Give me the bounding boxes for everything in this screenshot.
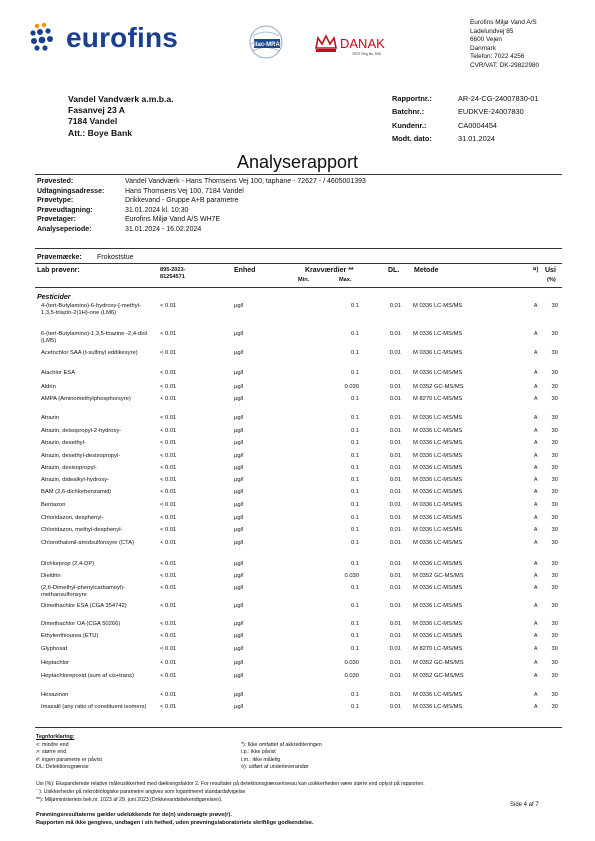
eurofins-logo <box>28 18 178 60</box>
cell-result: < 0.01 <box>160 440 177 446</box>
cell-max: 0.030 <box>344 673 359 679</box>
cell-dl: 0.01 <box>389 453 401 459</box>
legend-left: <: mindre end >: større end #: ingen parametre er påvist DL: Detektionsgrænse <box>36 741 102 771</box>
cell-max: 0.1 <box>350 396 359 402</box>
divider <box>35 248 562 249</box>
cell-result: < 0.01 <box>160 692 177 698</box>
cell-flag: A <box>534 396 538 402</box>
customer-line: Vandel Vandværk a.m.b.a. <box>68 94 174 104</box>
cell-result: < 0.01 <box>160 370 177 376</box>
cell-name: Atrazin, desethyl-desisopropyl- <box>41 453 121 459</box>
sample-info: Prøvested: Vandel Vandværk - Hans Thomsens Vej 100, taphane - 72627 - / 4605001393 Udtagningsadresse: Hans Thomsens Vej 100, 7184 Vandel Prøvetype: Drikkevand - Gruppe A+B parametre Prøveudtagning: 31.01.2024 kl. 10:30 Prøvetager: Eurofins Miljø Vand A/S WH7E Analyseperiode: 31.01.2024 - 16.02.2024 <box>37 178 366 233</box>
cell-unc: 30 <box>551 453 558 459</box>
cell-unc: 30 <box>551 633 558 639</box>
cell-max: 0.1 <box>350 428 359 434</box>
cell-method: M 0336 LC-MS/MS <box>413 585 463 591</box>
cell-result: < 0.01 <box>160 646 177 652</box>
cell-name: Hexazinon <box>41 692 69 698</box>
cell-max: 0.1 <box>350 621 359 627</box>
cell-method: M 0336 LC-MS/MS <box>413 540 463 546</box>
cell-name: (2,6-Dimethyl-phenylcarbamoyl)-methansulfonsyre <box>41 585 126 599</box>
col-method: Metode <box>414 267 439 274</box>
cell-method: M 0336 LC-MS/MS <box>413 477 463 483</box>
cell-max: 0.1 <box>350 331 359 337</box>
cell-method: M 0336 LC-MS/MS <box>413 415 463 421</box>
cell-unit: µg/l <box>234 331 244 337</box>
cell-dl: 0.01 <box>389 585 401 591</box>
cell-max: 0.1 <box>350 489 359 495</box>
cell-method: M 0336 LC-MS/MS <box>413 440 463 446</box>
cell-dl: 0.01 <box>389 440 401 446</box>
cell-dl: 0.01 <box>389 465 401 471</box>
cell-name: BAM (2,6-dichlorbenzamid) <box>41 489 112 495</box>
divider <box>35 263 562 264</box>
report-title: Analyserapport <box>236 152 359 172</box>
footer-line: Prøvningsresultaterne gælder udelukkende for de(n) undersøgte prøve(r). <box>36 812 232 818</box>
cell-name: Dimethachlor OA (CGA 50266) <box>41 621 121 627</box>
customer-line: Att.: Boye Bank <box>68 127 132 138</box>
notes <box>36 781 506 804</box>
meta-row: Kundenr.: CA0004454 <box>392 120 498 130</box>
cell-unit: µg/l <box>234 370 244 376</box>
cell-result: < 0.01 <box>160 621 177 627</box>
cell-unc: 30 <box>551 370 558 376</box>
cell-dl: 0.01 <box>389 660 401 666</box>
cell-unit: µg/l <box>234 453 244 459</box>
accreditation-logos <box>248 24 398 64</box>
report-meta <box>392 92 539 145</box>
cell-unc: 30 <box>551 621 558 627</box>
cell-result: < 0.01 <box>160 415 177 421</box>
cell-unit: µg/l <box>234 704 244 710</box>
svg-text:ilac-MRA: ilac-MRA <box>254 42 280 48</box>
cell-flag: A <box>534 540 538 546</box>
cell-max: 0.1 <box>350 465 359 471</box>
cell-result: < 0.01 <box>160 527 177 533</box>
cell-max: 0.1 <box>350 415 359 421</box>
cell-method: M 0336 LC-MS/MS <box>413 350 463 356</box>
cell-dl: 0.01 <box>389 477 401 483</box>
cell-unc: 30 <box>551 428 558 434</box>
cell-dl: 0.01 <box>389 621 401 627</box>
cell-dl: 0.01 <box>389 370 401 376</box>
cell-max: 0.030 <box>344 660 359 666</box>
cell-unc: 30 <box>551 396 558 402</box>
cell-name: Chloridazon, methyl-desphenyl- <box>41 527 123 533</box>
sample-mark: Prøvemærke: Frokoststue <box>37 254 134 261</box>
cell-result: < 0.01 <box>160 331 177 337</box>
cell-unc: 30 <box>551 331 558 337</box>
cell-name: 6-(tert-Butylamino)-1,3,5-triazine -2,4-diol (LM5) <box>41 331 147 345</box>
cell-unit: µg/l <box>234 515 244 521</box>
cell-dl: 0.01 <box>389 502 401 508</box>
cell-flag: A <box>534 350 538 356</box>
customer-line: Fasanvej 23 A <box>68 105 126 116</box>
cell-unc: 30 <box>551 515 558 521</box>
cell-name: AMPA (Aminomethylphosphorsyre) <box>41 396 131 402</box>
cell-flag: A <box>534 331 538 337</box>
note-line: Usi (%): Ekspanderede relative måleusikkerhed med dækningsfaktor 2. For resultater på detektionsgrænseniveau kan usikkerheden være større end oplyst på rapporten. <box>36 781 425 787</box>
cell-max: 0.030 <box>344 573 359 579</box>
cell-unit: µg/l <box>234 396 244 402</box>
cell-result: < 0.01 <box>160 603 177 609</box>
cell-result: < 0.01 <box>160 540 177 546</box>
cell-name: Dimethachlor ESA (CGA 354742) <box>41 603 127 609</box>
section-title: Pesticider <box>37 294 71 301</box>
col-lab-sample: Lab prøvenr: <box>37 267 80 274</box>
cell-name: Heptachlorepoxid (sum af cis+trans) <box>41 673 134 679</box>
cell-method: M 0336 LC-MS/MS <box>413 331 463 337</box>
cell-unit: µg/l <box>234 660 244 666</box>
cell-unit: µg/l <box>234 415 244 421</box>
cell-flag: A <box>534 489 538 495</box>
cell-dl: 0.01 <box>389 489 401 495</box>
cell-method: M 8270 LC-MS/MS <box>413 396 463 402</box>
cell-max: 0.1 <box>350 350 359 356</box>
cell-method: M 0336 LC-MS/MS <box>413 370 463 376</box>
cell-name: Heptachlor <box>41 660 70 666</box>
col-min: Min. <box>298 277 310 283</box>
cell-result: < 0.01 <box>160 633 177 639</box>
note-line: ¨ ): Usikkerheder på mikrobiologiske parametre angives som logaritmeret standardafvigelse <box>36 788 246 795</box>
cell-unc: 30 <box>551 573 558 579</box>
cell-max: 0.1 <box>350 502 359 508</box>
cell-name: Acetochlor SAA (t-sulfinyl eddikesyre) <box>41 350 138 356</box>
cell-unit: µg/l <box>234 621 244 627</box>
company-address <box>470 19 539 71</box>
cell-unc: 30 <box>551 384 558 390</box>
cell-unc: 30 <box>551 660 558 666</box>
cell-method: M 0336 LC-MS/MS <box>413 704 463 710</box>
cell-unc: 30 <box>551 415 558 421</box>
cell-unit: µg/l <box>234 384 244 390</box>
customer-line: 7184 Vandel <box>68 116 118 127</box>
cell-unc: 30 <box>551 465 558 471</box>
cell-dl: 0.01 <box>389 331 401 337</box>
cell-unit: µg/l <box>234 350 244 356</box>
cell-unit: µg/l <box>234 540 244 546</box>
page-number: Side 4 af 7 <box>510 802 539 808</box>
cell-flag: A <box>534 585 538 591</box>
cell-result: < 0.01 <box>160 585 177 591</box>
cell-flag: A <box>534 370 538 376</box>
danak-crown-icon <box>316 36 336 52</box>
cell-unc: 30 <box>551 704 558 710</box>
cell-name: Atrazin, desisopropyl- <box>41 465 97 471</box>
cell-max: 0.1 <box>350 646 359 652</box>
cell-unc: 30 <box>551 692 558 698</box>
cell-name: Atrazin, desethyl- <box>41 440 86 446</box>
cell-unit: µg/l <box>234 465 244 471</box>
cell-result: < 0.01 <box>160 428 177 434</box>
cell-max: 0.1 <box>350 527 359 533</box>
cell-result: < 0.01 <box>160 673 177 679</box>
legend-title: Tegnforklaring: <box>36 734 75 740</box>
cell-max: 0.1 <box>350 633 359 639</box>
col-uncertainty: Usi <box>545 267 556 274</box>
cell-name: Atrazin, didealkyl-hydroxy- <box>41 477 109 483</box>
cell-dl: 0.01 <box>389 646 401 652</box>
cell-max: 0.1 <box>350 540 359 546</box>
cell-dl: 0.01 <box>389 515 401 521</box>
cell-max: 0.1 <box>350 585 359 591</box>
address-line: CVR/VAT: DK-29822980 <box>470 61 540 69</box>
cell-max: 0.1 <box>350 440 359 446</box>
cell-flag: A <box>534 561 538 567</box>
cell-name: Glyphosat <box>41 646 68 652</box>
cell-flag: A <box>534 646 538 652</box>
cell-unit: µg/l <box>234 527 244 533</box>
cell-unc: 30 <box>551 489 558 495</box>
eurofins-dots-icon <box>28 20 68 60</box>
cell-dl: 0.01 <box>389 428 401 434</box>
cell-unit: µg/l <box>234 502 244 508</box>
cell-flag: A <box>534 415 538 421</box>
cell-dl: 0.01 <box>389 603 401 609</box>
cell-max: 0.1 <box>350 515 359 521</box>
cell-result: < 0.01 <box>160 350 177 356</box>
cell-method: M 0336 LC-MS/MS <box>413 515 463 521</box>
cell-result: < 0.01 <box>160 303 177 309</box>
cell-max: 0.1 <box>350 370 359 376</box>
cell-dl: 0.01 <box>389 384 401 390</box>
col-max: Max. <box>339 277 352 283</box>
note-line: **): Miljøministeriets bek.nr. 1023 af 29. juni 2023 (Drikkevandsbekendtgørelsen). <box>36 796 223 803</box>
address-line: 6600 Vejen <box>470 36 502 44</box>
address-line: Telefon: 7022 4256 <box>470 53 525 61</box>
legend-right: *): Ikke omfattet af akkrediteringen i.p.: ikke påvist i.m.: ikke målelig ¤): udført af underleverandør <box>241 741 322 771</box>
cell-unc: 30 <box>551 540 558 546</box>
cell-flag: A <box>534 573 538 579</box>
cell-max: 0.030 <box>344 384 359 390</box>
cell-flag: A <box>534 465 538 471</box>
cell-flag: A <box>534 621 538 627</box>
cell-name: Imazalil (any ratio of constituent isomers) <box>41 704 147 710</box>
cell-dl: 0.01 <box>389 704 401 710</box>
footer <box>36 811 314 827</box>
address-line: Danmark <box>470 44 496 52</box>
cell-name: Dichlorprop (2,4-DP) <box>41 561 95 567</box>
svg-text:DANAK: DANAK <box>340 36 385 51</box>
cell-method: M 0336 LC-MS/MS <box>413 428 463 434</box>
cell-unit: µg/l <box>234 561 244 567</box>
cell-unit: µg/l <box>234 428 244 434</box>
cell-unc: 30 <box>551 646 558 652</box>
customer-address <box>68 94 174 139</box>
cell-flag: A <box>534 502 538 508</box>
cell-unc: 30 <box>551 561 558 567</box>
cell-method: M 0336 LC-MS/MS <box>413 465 463 471</box>
col-sample-no: 895-2023- 81254571 <box>160 267 186 281</box>
cell-flag: A <box>534 673 538 679</box>
cell-name: Chloridazon, desphenyl- <box>41 515 104 521</box>
cell-name: Dieldrin <box>41 573 61 579</box>
cell-flag: A <box>534 603 538 609</box>
cell-dl: 0.01 <box>389 527 401 533</box>
cell-result: < 0.01 <box>160 489 177 495</box>
cell-result: < 0.01 <box>160 561 177 567</box>
cell-flag: A <box>534 527 538 533</box>
col-limits: Kravværdier ** <box>305 267 354 274</box>
cell-name: Atrazin <box>41 415 60 421</box>
cell-name: Alachlor ESA <box>41 370 76 376</box>
cell-method: M 0336 LC-MS/MS <box>413 502 463 508</box>
divider <box>35 727 562 728</box>
cell-dl: 0.01 <box>389 573 401 579</box>
cell-name: Aldrin <box>41 384 56 390</box>
cell-flag: A <box>534 453 538 459</box>
footer-line: Rapporten må ikke gengives, undtagen i sin helhed, uden prøvningslaboratoriets skriftlige godkendelse. <box>36 820 314 827</box>
cell-dl: 0.01 <box>389 350 401 356</box>
cell-unit: µg/l <box>234 646 244 652</box>
cell-flag: A <box>534 515 538 521</box>
cell-flag: A <box>534 428 538 434</box>
cell-dl: 0.01 <box>389 692 401 698</box>
cell-unit: µg/l <box>234 573 244 579</box>
cell-unit: µg/l <box>234 489 244 495</box>
eurofins-wordmark: eurofins <box>66 22 179 53</box>
legend <box>36 734 566 771</box>
cell-name: Chlorothalonil-amidsulfonsyre (CTA) <box>41 540 134 546</box>
col-unit: Enhed <box>234 267 256 274</box>
cell-name: Atrazin, deisopropyl-2-hydroxy- <box>41 428 122 434</box>
cell-unit: µg/l <box>234 440 244 446</box>
cell-max: 0.1 <box>350 704 359 710</box>
cell-result: < 0.01 <box>160 573 177 579</box>
divider <box>35 174 562 175</box>
cell-result: < 0.01 <box>160 453 177 459</box>
cell-method: M 0352 GC-MS/MS <box>413 660 464 666</box>
cell-unit: µg/l <box>234 603 244 609</box>
cell-unc: 30 <box>551 350 558 356</box>
cell-unc: 30 <box>551 585 558 591</box>
cell-flag: A <box>534 477 538 483</box>
cell-result: < 0.01 <box>160 704 177 710</box>
cell-unc: 30 <box>551 440 558 446</box>
cell-unc: 30 <box>551 477 558 483</box>
cell-flag: A <box>534 704 538 710</box>
cell-dl: 0.01 <box>389 540 401 546</box>
cell-max: 0.1 <box>350 453 359 459</box>
svg-text:TEST Reg.No. 535: TEST Reg.No. 535 <box>352 52 381 56</box>
cell-dl: 0.01 <box>389 415 401 421</box>
meta-row: Batchnr.: EUDKVE-24007830 <box>392 107 524 117</box>
cell-unit: µg/l <box>234 633 244 639</box>
divider <box>35 287 562 288</box>
cell-method: M 0336 LC-MS/MS <box>413 603 463 609</box>
cell-method: M 0336 LC-MS/MS <box>413 453 463 459</box>
cell-result: < 0.01 <box>160 515 177 521</box>
cell-flag: A <box>534 633 538 639</box>
cell-name: Ethylenthiourea (ETU) <box>41 633 99 639</box>
col-uncertainty-pct: (%) <box>547 277 556 283</box>
cell-method: M 0336 LC-MS/MS <box>413 489 463 495</box>
address-line: Ladelundvej 85 <box>470 27 514 35</box>
cell-dl: 0.01 <box>389 633 401 639</box>
cell-method: M 8270 LC-MS/MS <box>413 646 463 652</box>
cell-flag: A <box>534 303 538 309</box>
cell-unc: 30 <box>551 673 558 679</box>
cell-dl: 0.01 <box>389 561 401 567</box>
cell-method: M 0336 LC-MS/MS <box>413 633 463 639</box>
cell-unc: 30 <box>551 502 558 508</box>
cell-method: M 0336 LC-MS/MS <box>413 692 463 698</box>
cell-result: < 0.01 <box>160 465 177 471</box>
cell-name: 4-(tert-Butylamino)-6-hydroxy-[-methyl-1,3,5-triazin-2(1H)-one (LM6) <box>41 303 141 317</box>
cell-result: < 0.01 <box>160 660 177 666</box>
cell-max: 0.1 <box>350 692 359 698</box>
cell-unit: µg/l <box>234 303 244 309</box>
cell-flag: A <box>534 440 538 446</box>
cell-result: < 0.01 <box>160 396 177 402</box>
cell-method: M 0336 LC-MS/MS <box>413 621 463 627</box>
cell-result: < 0.01 <box>160 502 177 508</box>
cell-method: M 0352 GC-MS/MS <box>413 573 464 579</box>
meta-row: Rapportnr.: AR-24-CG-24007830-01 <box>392 94 539 103</box>
cell-dl: 0.01 <box>389 396 401 402</box>
cell-max: 0.1 <box>350 303 359 309</box>
col-dl: DL. <box>388 267 400 274</box>
cell-method: M 0352 GC-MS/MS <box>413 384 464 390</box>
cell-max: 0.1 <box>350 477 359 483</box>
cell-method: M 0336 LC-MS/MS <box>413 303 463 309</box>
cell-unc: 30 <box>551 603 558 609</box>
cell-unit: µg/l <box>234 692 244 698</box>
cell-flag: A <box>534 384 538 390</box>
cell-unc: 30 <box>551 527 558 533</box>
cell-dl: 0.01 <box>389 673 401 679</box>
cell-method: M 0352 GC-MS/MS <box>413 673 464 679</box>
cell-unc: 30 <box>551 303 558 309</box>
cell-max: 0.1 <box>350 561 359 567</box>
cell-unit: µg/l <box>234 673 244 679</box>
cell-result: < 0.01 <box>160 384 177 390</box>
cell-result: < 0.01 <box>160 477 177 483</box>
cell-method: M 0336 LC-MS/MS <box>413 527 463 533</box>
address-line: Eurofins Miljø Vand A/S <box>470 19 537 26</box>
cell-method: M 0336 LC-MS/MS <box>413 561 463 567</box>
col-flag: ¤) <box>533 267 539 273</box>
cell-name: Bentazon <box>41 502 66 508</box>
cell-unit: µg/l <box>234 477 244 483</box>
cell-unit: µg/l <box>234 585 244 591</box>
cell-dl: 0.01 <box>389 303 401 309</box>
cell-flag: A <box>534 660 538 666</box>
cell-flag: A <box>534 692 538 698</box>
meta-row: Modt. dato: 31.01.2024 <box>392 133 495 143</box>
cell-max: 0.1 <box>350 603 359 609</box>
